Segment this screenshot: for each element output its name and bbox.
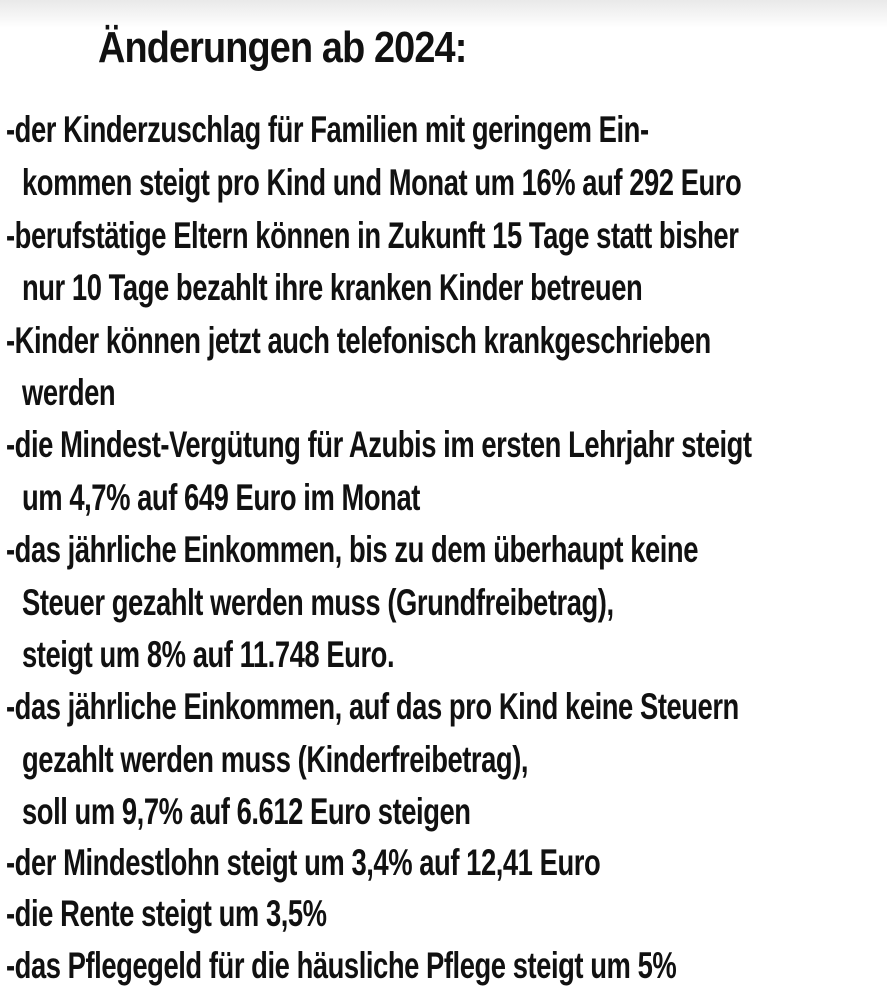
document-title: Änderungen ab 2024: bbox=[98, 23, 467, 72]
text-line-9: -das jährliche Einkommen, bis zu dem überhaupt keine bbox=[6, 529, 699, 570]
text-line-11: steigt um 8% auf 11.748 Euro. bbox=[22, 634, 395, 675]
text-line-1: -der Kinderzuschlag für Familien mit geringem Ein- bbox=[6, 109, 649, 150]
text-line-8: um 4,7% auf 649 Euro im Monat bbox=[22, 477, 420, 518]
text-line-12: -das jährliche Einkommen, auf das pro Kind keine Steuern bbox=[6, 686, 739, 727]
text-line-7: -die Mindest-Vergütung für Azubis im ersten Lehrjahr steigt bbox=[6, 424, 752, 465]
text-line-16: -die Rente steigt um 3,5% bbox=[6, 893, 327, 934]
text-line-5: -Kinder können jetzt auch telefonisch krankgeschrieben bbox=[6, 320, 711, 361]
text-line-2: kommen steigt pro Kind und Monat um 16% auf 292 Euro bbox=[22, 162, 742, 203]
text-line-17: -das Pflegegeld für die häusliche Pflege steigt um 5% bbox=[6, 945, 677, 986]
text-line-3: -berufstätige Eltern können in Zukunft 15 Tage statt bisher bbox=[6, 215, 739, 256]
text-line-14: soll um 9,7% auf 6.612 Euro steigen bbox=[22, 791, 471, 832]
text-line-4: nur 10 Tage bezahlt ihre kranken Kinder betreuen bbox=[22, 267, 643, 308]
text-line-13: gezahlt werden muss (Kinderfreibetrag), bbox=[22, 739, 529, 780]
text-line-15: -der Mindestlohn steigt um 3,4% auf 12,41 Euro bbox=[6, 842, 601, 883]
text-line-10: Steuer gezahlt werden muss (Grundfreibetrag), bbox=[22, 582, 614, 623]
text-line-6: werden bbox=[22, 372, 116, 413]
